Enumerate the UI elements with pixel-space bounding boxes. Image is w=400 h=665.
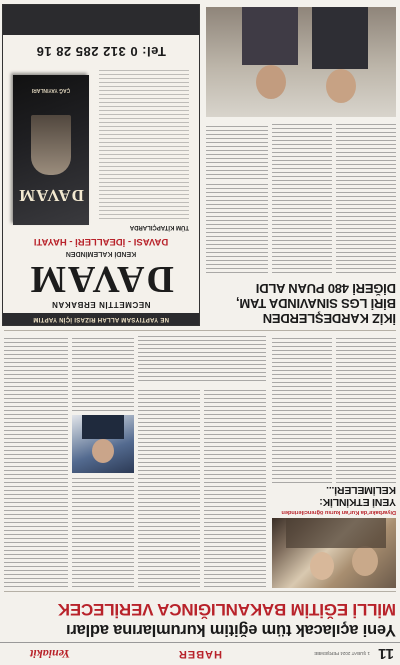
book-cover xyxy=(13,75,89,225)
section-label: HABER xyxy=(177,648,222,660)
book-ad-footer xyxy=(3,5,199,35)
book-ad-phone: Tel: 0 312 285 28 16 xyxy=(36,44,166,59)
exam-headline-line2: BİRİ LGS SINAVINDA TAM, xyxy=(236,296,396,311)
exam-headline-line3: DİĞERİ 480 PUAN ALDI xyxy=(256,281,396,296)
book-cover-publisher: ÇAĞ YAYINLARI xyxy=(31,87,71,93)
exam-story-col-1 xyxy=(336,123,396,273)
newspaper-logo: Yeniakit xyxy=(29,647,70,661)
main-article-col-3b xyxy=(72,335,134,411)
book-cover-portrait xyxy=(31,115,71,175)
main-article-col-2 xyxy=(138,387,200,587)
book-ad-title: DAVAM xyxy=(28,258,174,300)
page-date: 1 ŞUBAT 2024 PERŞEMBE xyxy=(314,651,370,656)
kids-story-text xyxy=(336,335,396,483)
exam-story-col-3b xyxy=(206,123,268,179)
main-headline-line1: Yeni açılacak tüm eğitim kurumlarına adları xyxy=(66,621,396,639)
kids-story-text-2 xyxy=(272,335,332,483)
book-ad-author: NECMETTİN ERBAKAN xyxy=(51,300,151,309)
main-article-col-3 xyxy=(72,477,134,587)
twins-photo xyxy=(206,7,396,117)
headline-divider xyxy=(4,591,396,592)
center-lower-text xyxy=(138,335,266,381)
exam-headline-line1: İKİZ KARDEŞLERDEN xyxy=(262,311,396,326)
book-ad-note: TÜM KİTAPÇILARDA xyxy=(129,224,189,230)
main-headline xyxy=(4,595,396,639)
book-ad-banner: NE YAPTIYSAM ALLAH RIZASI İÇİN YAPTIM xyxy=(3,313,199,325)
book-ad-subtitle1: KENDİ KALEMİNDEN xyxy=(65,250,137,257)
main-article-col-1 xyxy=(204,387,266,587)
kids-photo xyxy=(272,518,396,588)
exam-story-col-2 xyxy=(272,123,332,273)
page-number: 11 xyxy=(378,645,394,662)
book-ad xyxy=(2,4,200,326)
main-headline-line2: MİLLİ EĞİTİM BAKANLIĞINCA VERİLECEK xyxy=(57,600,396,619)
kids-kicker: Diyarbakır'da Kur'an kursu öğrencilerinden xyxy=(281,509,396,515)
book-ad-description xyxy=(99,69,189,219)
middle-divider xyxy=(4,330,396,331)
kids-headline: YENİ ETKİNLİK: KELİMELERİ... xyxy=(319,484,396,508)
kids-headline-block xyxy=(272,485,396,515)
page-header xyxy=(0,642,400,665)
exam-headline-block xyxy=(206,278,396,326)
exam-story-col-3 xyxy=(206,183,268,273)
main-article-col-4 xyxy=(4,335,68,587)
book-ad-subtitle2: DAVASI - İDEALLERİ - HAYATI xyxy=(33,236,169,247)
minister-photo xyxy=(72,415,134,473)
book-cover-title: DAVAM xyxy=(18,186,84,205)
